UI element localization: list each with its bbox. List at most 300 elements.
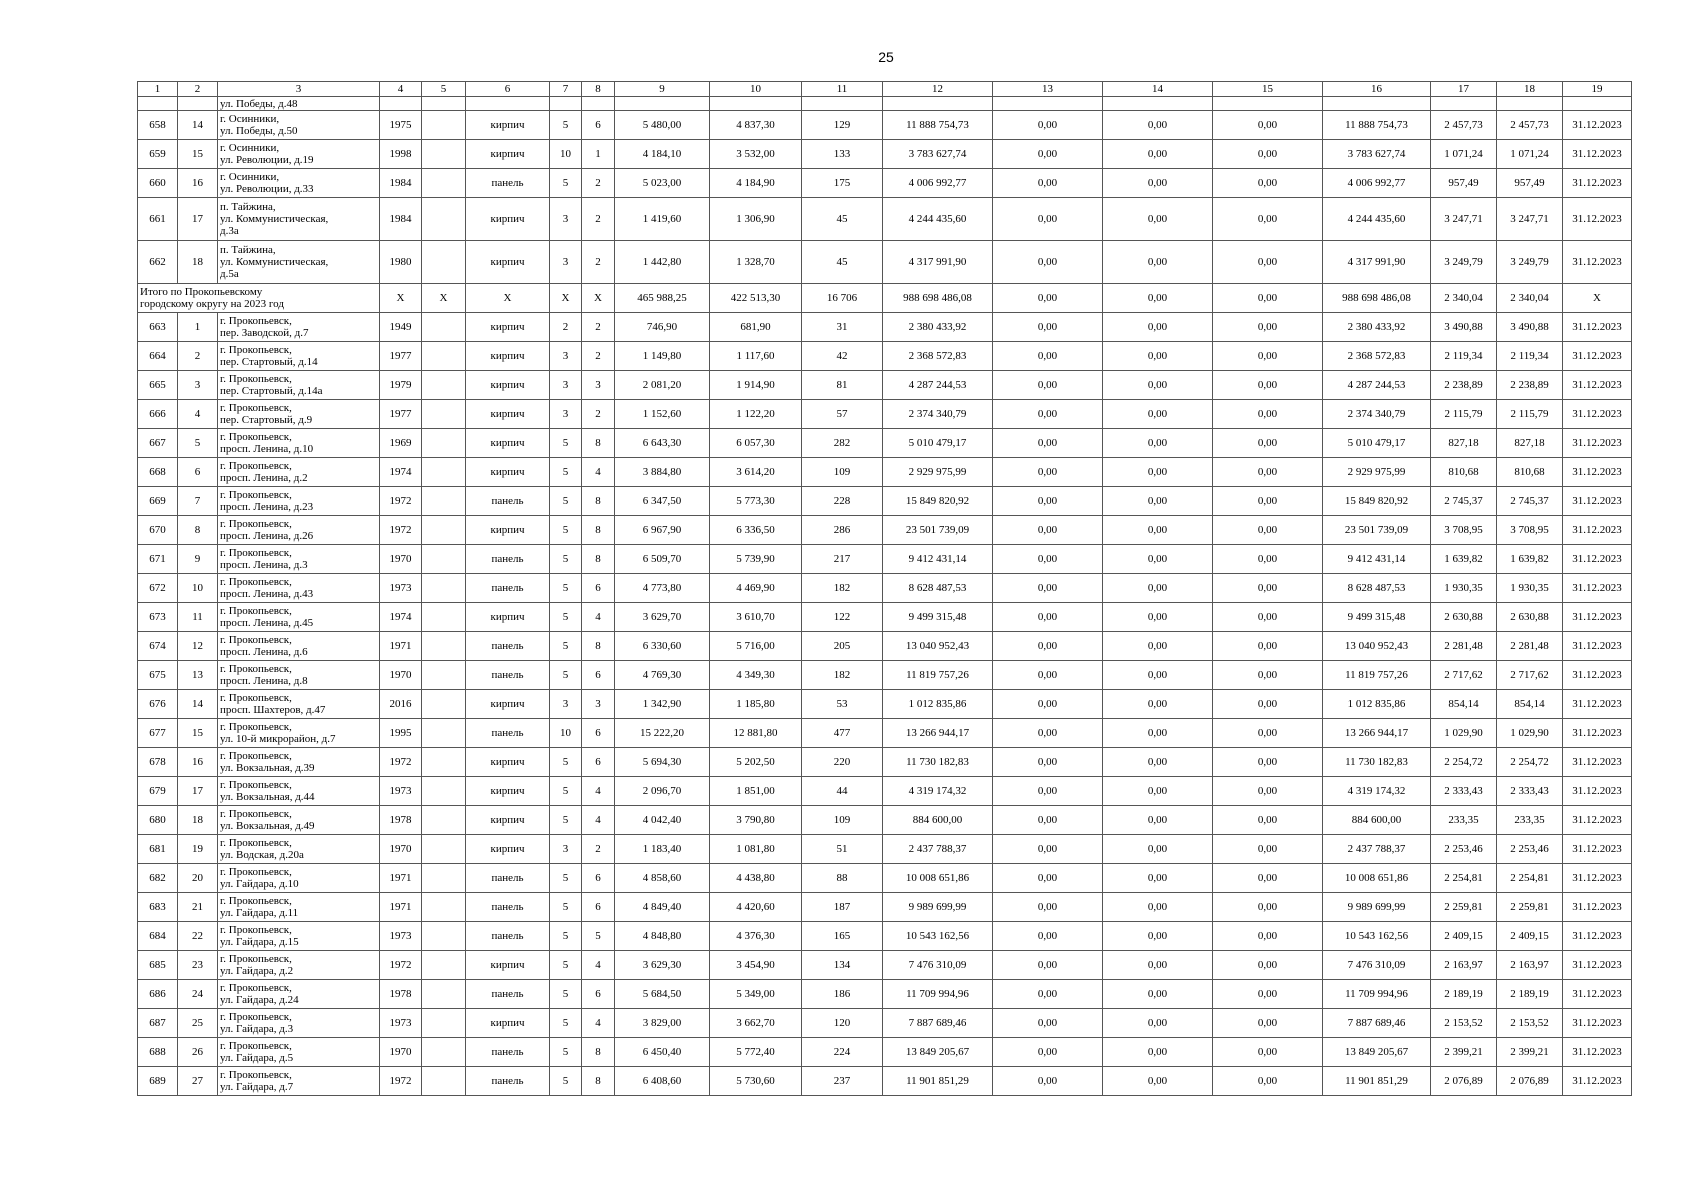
address-line: ул. Революции, д.33	[220, 183, 314, 195]
cell-c16: 13 849 205,67	[1323, 1038, 1431, 1067]
address-cell	[218, 400, 380, 429]
cell-c17: 2 153,52	[1431, 1009, 1497, 1038]
address-cell	[218, 371, 380, 400]
table-row	[138, 458, 1632, 487]
column-header: 3	[218, 82, 380, 97]
cell-res_area: 3 532,00	[710, 140, 802, 169]
cell-res_area: 6 057,30	[710, 429, 802, 458]
cell-c5	[422, 400, 466, 429]
cell-mat: кирпич	[466, 603, 550, 632]
cell-date: 31.12.2023	[1563, 835, 1632, 864]
table-row	[138, 574, 1632, 603]
address-line: д.5а	[220, 268, 239, 280]
table-row	[138, 1067, 1632, 1096]
cell-c15: 0,00	[1213, 1009, 1323, 1038]
cell-c14: 0,00	[1103, 806, 1213, 835]
address-line: г. Прокопьевск,	[220, 953, 292, 965]
cell-c14: 0,00	[1103, 458, 1213, 487]
cell-floors: 5	[550, 516, 582, 545]
cell-mat: кирпич	[466, 748, 550, 777]
cell-ent: 4	[582, 806, 615, 835]
cell-area: 5 023,00	[615, 169, 710, 198]
cell-c17: 2 745,37	[1431, 487, 1497, 516]
cell-c5	[422, 632, 466, 661]
cell-c5	[422, 487, 466, 516]
cell-c16: 11 888 754,73	[1323, 111, 1431, 140]
cell-c13: 0,00	[993, 719, 1103, 748]
local-number-cell: 13	[178, 661, 218, 690]
cell-c14: 0,00	[1103, 574, 1213, 603]
row-number-cell: 679	[138, 777, 178, 806]
cell-ent: 4	[582, 1009, 615, 1038]
cell-c16: 8 628 487,53	[1323, 574, 1431, 603]
cell-date: 31.12.2023	[1563, 632, 1632, 661]
cell-c5	[422, 169, 466, 198]
cell-c16: 4 244 435,60	[1323, 198, 1431, 241]
cell-area: 4 773,80	[615, 574, 710, 603]
address-line: ул. Коммунистическая,	[220, 256, 329, 268]
cell-c16: 2 380 433,92	[1323, 313, 1431, 342]
local-number-cell: 15	[178, 719, 218, 748]
cell-c14: 0,00	[1103, 603, 1213, 632]
cell-date: 31.12.2023	[1563, 429, 1632, 458]
address-cell	[218, 1038, 380, 1067]
cell-c15: 0,00	[1213, 690, 1323, 719]
cell-c14: 0,00	[1103, 371, 1213, 400]
local-number-cell: 6	[178, 458, 218, 487]
cell-res_area: 12 881,80	[710, 719, 802, 748]
local-number-cell: 19	[178, 835, 218, 864]
address-line: г. Прокопьевск,	[220, 866, 292, 878]
cell-res_area: 1 122,20	[710, 400, 802, 429]
cell-c13: 0,00	[993, 806, 1103, 835]
cell-people: 42	[802, 342, 883, 371]
cell-c18: 1 029,90	[1497, 719, 1563, 748]
cell-c18: 2 189,19	[1497, 980, 1563, 1009]
cell-c16: 7 476 310,09	[1323, 951, 1431, 980]
cell-c14: 0,00	[1103, 661, 1213, 690]
cell-area: 4 858,60	[615, 864, 710, 893]
row-number-cell: 668	[138, 458, 178, 487]
cell-people: 57	[802, 400, 883, 429]
cell-c16: 11 730 182,83	[1323, 748, 1431, 777]
cell-ent: 2	[582, 400, 615, 429]
cell-area: 2 081,20	[615, 371, 710, 400]
address-line: д.3а	[220, 225, 239, 237]
cell-people: 165	[802, 922, 883, 951]
row-number-cell: 670	[138, 516, 178, 545]
cell-date: 31.12.2023	[1563, 951, 1632, 980]
cell-c5	[422, 922, 466, 951]
cell-c17: 2 115,79	[1431, 400, 1497, 429]
local-number-cell: 26	[178, 1038, 218, 1067]
cell-c5	[422, 806, 466, 835]
cell-c17: 1 071,24	[1431, 140, 1497, 169]
cell-c14: 0,00	[1103, 400, 1213, 429]
row-number-cell: 660	[138, 169, 178, 198]
address-cell	[218, 864, 380, 893]
cell-res_area: 3 790,80	[710, 806, 802, 835]
cell-people: 44	[802, 777, 883, 806]
cell-c13: 0,00	[993, 632, 1103, 661]
address-line: ул. Водская, д.20а	[220, 849, 304, 861]
table-row	[138, 371, 1632, 400]
local-number-cell: 17	[178, 198, 218, 241]
cell-year: 1970	[380, 661, 422, 690]
address-line: ул. Гайдара, д.2	[220, 965, 294, 977]
cell-year: 1998	[380, 140, 422, 169]
cell-date: 31.12.2023	[1563, 777, 1632, 806]
row-number-cell: 686	[138, 980, 178, 1009]
column-header: 2	[178, 82, 218, 97]
address-line: просп. Ленина, д.2	[220, 472, 308, 484]
cell-c15: 0,00	[1213, 661, 1323, 690]
cell-cost: 2 368 572,83	[883, 342, 993, 371]
subtotal-c5: X	[422, 284, 466, 313]
cell-res_area: 5 730,60	[710, 1067, 802, 1096]
address-line: г. Прокопьевск,	[220, 895, 292, 907]
local-number-cell: 8	[178, 516, 218, 545]
cell-c5	[422, 1067, 466, 1096]
column-header: 1	[138, 82, 178, 97]
cell-c5	[422, 661, 466, 690]
cell-mat: кирпич	[466, 111, 550, 140]
subtotal-c15: 0,00	[1213, 284, 1323, 313]
cell-c17: 2 281,48	[1431, 632, 1497, 661]
cell-c18: 3 708,95	[1497, 516, 1563, 545]
cell-c15: 0,00	[1213, 371, 1323, 400]
cell-floors: 5	[550, 487, 582, 516]
cell-c14: 0,00	[1103, 632, 1213, 661]
local-number-cell: 20	[178, 864, 218, 893]
page-number: 25	[878, 49, 894, 65]
cell-date: 31.12.2023	[1563, 690, 1632, 719]
address-line: г. Прокопьевск,	[220, 344, 292, 356]
row-number-cell: 687	[138, 1009, 178, 1038]
cell-floors: 5	[550, 1067, 582, 1096]
cell-date: 31.12.2023	[1563, 1009, 1632, 1038]
continuation-address: ул. Победы, д.48	[218, 97, 380, 111]
address-cell	[218, 516, 380, 545]
local-number-cell: 21	[178, 893, 218, 922]
cell-c16: 9 989 699,99	[1323, 893, 1431, 922]
address-line: г. Прокопьевск,	[220, 460, 292, 472]
cell-area: 5 694,30	[615, 748, 710, 777]
cell-mat: кирпич	[466, 1009, 550, 1038]
cell-year: 1973	[380, 574, 422, 603]
cell-year: 1973	[380, 777, 422, 806]
cell-year: 1972	[380, 951, 422, 980]
cell-c15: 0,00	[1213, 516, 1323, 545]
cell-cost: 7 476 310,09	[883, 951, 993, 980]
cell-area: 4 848,80	[615, 922, 710, 951]
cell-area: 6 509,70	[615, 545, 710, 574]
cell-floors: 5	[550, 111, 582, 140]
cell-c18: 2 238,89	[1497, 371, 1563, 400]
cell-cost: 13 849 205,67	[883, 1038, 993, 1067]
cell-year: 1972	[380, 1067, 422, 1096]
cell-people: 220	[802, 748, 883, 777]
cell-c14: 0,00	[1103, 690, 1213, 719]
cell-mat: кирпич	[466, 458, 550, 487]
address-cell	[218, 241, 380, 284]
address-cell	[218, 429, 380, 458]
cell-cost: 15 849 820,92	[883, 487, 993, 516]
address-line: г. Прокопьевск,	[220, 402, 292, 414]
cell-area: 4 042,40	[615, 806, 710, 835]
subtotal-c7: X	[550, 284, 582, 313]
cell-year: 2016	[380, 690, 422, 719]
row-number-cell: 676	[138, 690, 178, 719]
cell-c5	[422, 371, 466, 400]
cell-area: 6 450,40	[615, 1038, 710, 1067]
cell-res_area: 5 739,90	[710, 545, 802, 574]
address-cell	[218, 1067, 380, 1096]
cell-cost: 13 040 952,43	[883, 632, 993, 661]
cell-c18: 2 281,48	[1497, 632, 1563, 661]
cell-area: 1 419,60	[615, 198, 710, 241]
address-line: г. Прокопьевск,	[220, 721, 292, 733]
cell-res_area: 4 420,60	[710, 893, 802, 922]
cell-c5	[422, 545, 466, 574]
row-number-cell: 688	[138, 1038, 178, 1067]
cell-mat: кирпич	[466, 777, 550, 806]
cell-floors: 5	[550, 980, 582, 1009]
local-number-cell: 15	[178, 140, 218, 169]
cell-c18: 2 333,43	[1497, 777, 1563, 806]
cell-c5	[422, 690, 466, 719]
cell-c16: 4 006 992,77	[1323, 169, 1431, 198]
cell-floors: 3	[550, 241, 582, 284]
cell-c18: 854,14	[1497, 690, 1563, 719]
cell-people: 109	[802, 806, 883, 835]
cell-c13: 0,00	[993, 1067, 1103, 1096]
cell-ent: 3	[582, 371, 615, 400]
cell-mat: кирпич	[466, 835, 550, 864]
cell-c17: 2 254,81	[1431, 864, 1497, 893]
address-cell	[218, 777, 380, 806]
cell-c13: 0,00	[993, 241, 1103, 284]
cell-date: 31.12.2023	[1563, 1038, 1632, 1067]
cell-c18: 2 163,97	[1497, 951, 1563, 980]
cell-area: 3 829,00	[615, 1009, 710, 1038]
column-header: 9	[615, 82, 710, 97]
cell-c17: 2 630,88	[1431, 603, 1497, 632]
row-number-cell: 683	[138, 893, 178, 922]
cell-c18: 2 717,62	[1497, 661, 1563, 690]
cell-ent: 4	[582, 777, 615, 806]
cell-c15: 0,00	[1213, 922, 1323, 951]
cell-floors: 5	[550, 429, 582, 458]
cell-c5	[422, 140, 466, 169]
address-line: ул. Гайдара, д.5	[220, 1052, 294, 1064]
cell-c16: 13 266 944,17	[1323, 719, 1431, 748]
address-line: ул. Вокзальная, д.44	[220, 791, 315, 803]
address-cell	[218, 806, 380, 835]
row-number-cell: 661	[138, 198, 178, 241]
address-line: ул. Гайдара, д.15	[220, 936, 299, 948]
row-number-cell: 685	[138, 951, 178, 980]
cell-c5	[422, 777, 466, 806]
row-number-cell: 659	[138, 140, 178, 169]
table-row	[138, 893, 1632, 922]
cell-ent: 6	[582, 748, 615, 777]
cell-c17: 2 259,81	[1431, 893, 1497, 922]
cell-ent: 2	[582, 313, 615, 342]
address-line: ул. Вокзальная, д.49	[220, 820, 315, 832]
address-line: ул. Революции, д.19	[220, 154, 314, 166]
subtotal-label	[138, 284, 380, 313]
cell-c13: 0,00	[993, 371, 1103, 400]
address-line: г. Прокопьевск,	[220, 315, 292, 327]
address-line: г. Прокопьевск,	[220, 547, 292, 559]
address-line: г. Прокопьевск,	[220, 1069, 292, 1081]
cell-mat: панель	[466, 545, 550, 574]
address-line: ул. Победы, д.50	[220, 125, 298, 137]
address-line: г. Прокопьевск,	[220, 431, 292, 443]
cell-cost: 13 266 944,17	[883, 719, 993, 748]
cell-c15: 0,00	[1213, 400, 1323, 429]
cell-c14: 0,00	[1103, 241, 1213, 284]
address-line: г. Прокопьевск,	[220, 373, 292, 385]
cell-c13: 0,00	[993, 140, 1103, 169]
column-header: 5	[422, 82, 466, 97]
cell-c16: 2 437 788,37	[1323, 835, 1431, 864]
cell-date: 31.12.2023	[1563, 111, 1632, 140]
local-number-cell: 14	[178, 690, 218, 719]
cell-c16: 9 499 315,48	[1323, 603, 1431, 632]
cell-c17: 2 409,15	[1431, 922, 1497, 951]
cell-ent: 6	[582, 661, 615, 690]
address-line: просп. Ленина, д.23	[220, 501, 314, 513]
table-row	[138, 313, 1632, 342]
cell-c15: 0,00	[1213, 458, 1323, 487]
cell-cost: 4 317 991,90	[883, 241, 993, 284]
subtotal-cost: 988 698 486,08	[883, 284, 993, 313]
cell-floors: 10	[550, 719, 582, 748]
cell-c14: 0,00	[1103, 893, 1213, 922]
cell-floors: 3	[550, 400, 582, 429]
table-row	[138, 632, 1632, 661]
cell-area: 15 222,20	[615, 719, 710, 748]
cell-date: 31.12.2023	[1563, 198, 1632, 241]
cell-c18: 2 409,15	[1497, 922, 1563, 951]
address-line: ул. Гайдара, д.11	[220, 907, 299, 919]
cell-c13: 0,00	[993, 922, 1103, 951]
cell-res_area: 4 469,90	[710, 574, 802, 603]
cell-c18: 2 253,46	[1497, 835, 1563, 864]
cell-ent: 8	[582, 516, 615, 545]
subtotal-res_area: 422 513,30	[710, 284, 802, 313]
cell-c16: 5 010 479,17	[1323, 429, 1431, 458]
cell-c17: 2 333,43	[1431, 777, 1497, 806]
address-cell	[218, 169, 380, 198]
local-number-cell: 9	[178, 545, 218, 574]
cell-mat: кирпич	[466, 140, 550, 169]
address-line: просп. Ленина, д.6	[220, 646, 308, 658]
cell-c15: 0,00	[1213, 241, 1323, 284]
cell-c17: 1 930,35	[1431, 574, 1497, 603]
cell-ent: 2	[582, 835, 615, 864]
cell-cost: 2 374 340,79	[883, 400, 993, 429]
cell-cost: 2 437 788,37	[883, 835, 993, 864]
cell-c5	[422, 864, 466, 893]
cell-date: 31.12.2023	[1563, 140, 1632, 169]
cell-floors: 3	[550, 835, 582, 864]
cell-floors: 5	[550, 951, 582, 980]
cell-c5	[422, 951, 466, 980]
cell-area: 5 480,00	[615, 111, 710, 140]
local-number-cell: 4	[178, 400, 218, 429]
cell-c18: 1 071,24	[1497, 140, 1563, 169]
cell-c17: 2 457,73	[1431, 111, 1497, 140]
cell-floors: 5	[550, 748, 582, 777]
local-number-cell: 2	[178, 342, 218, 371]
cell-c14: 0,00	[1103, 1009, 1213, 1038]
cell-c15: 0,00	[1213, 1038, 1323, 1067]
cell-people: 51	[802, 835, 883, 864]
subtotal-c19: X	[1563, 284, 1632, 313]
address-line: г. Прокопьевск,	[220, 576, 292, 588]
cell-cost: 11 819 757,26	[883, 661, 993, 690]
cell-people: 45	[802, 241, 883, 284]
address-line: просп. Ленина, д.10	[220, 443, 314, 455]
table-row	[138, 1038, 1632, 1067]
cell-c13: 0,00	[993, 951, 1103, 980]
cell-c5	[422, 574, 466, 603]
cell-c17: 233,35	[1431, 806, 1497, 835]
cell-mat: кирпич	[466, 342, 550, 371]
cell-c14: 0,00	[1103, 835, 1213, 864]
cell-c13: 0,00	[993, 690, 1103, 719]
cell-c15: 0,00	[1213, 951, 1323, 980]
address-line: пер. Заводской, д.7	[220, 327, 309, 339]
cell-date: 31.12.2023	[1563, 458, 1632, 487]
cell-ent: 8	[582, 1067, 615, 1096]
cell-year: 1980	[380, 241, 422, 284]
continuation-row	[138, 97, 1632, 111]
address-cell	[218, 111, 380, 140]
cell-floors: 5	[550, 169, 582, 198]
cell-c5	[422, 313, 466, 342]
cell-c5	[422, 835, 466, 864]
cell-c5	[422, 342, 466, 371]
cell-floors: 5	[550, 864, 582, 893]
cell-mat: панель	[466, 169, 550, 198]
address-line: ул. Коммунистическая,	[220, 213, 329, 225]
address-line: г. Прокопьевск,	[220, 750, 292, 762]
address-cell	[218, 922, 380, 951]
cell-c5	[422, 748, 466, 777]
cell-c17: 827,18	[1431, 429, 1497, 458]
cell-c16: 4 319 174,32	[1323, 777, 1431, 806]
cell-date: 31.12.2023	[1563, 487, 1632, 516]
address-cell	[218, 574, 380, 603]
cell-people: 217	[802, 545, 883, 574]
cell-c15: 0,00	[1213, 429, 1323, 458]
cell-ent: 2	[582, 198, 615, 241]
cell-people: 186	[802, 980, 883, 1009]
row-number-cell: 664	[138, 342, 178, 371]
cell-mat: кирпич	[466, 429, 550, 458]
cell-mat: кирпич	[466, 806, 550, 835]
cell-area: 6 330,60	[615, 632, 710, 661]
cell-date: 31.12.2023	[1563, 748, 1632, 777]
cell-res_area: 3 614,20	[710, 458, 802, 487]
cell-c16: 2 929 975,99	[1323, 458, 1431, 487]
cell-people: 237	[802, 1067, 883, 1096]
address-line: просп. Ленина, д.45	[220, 617, 314, 629]
